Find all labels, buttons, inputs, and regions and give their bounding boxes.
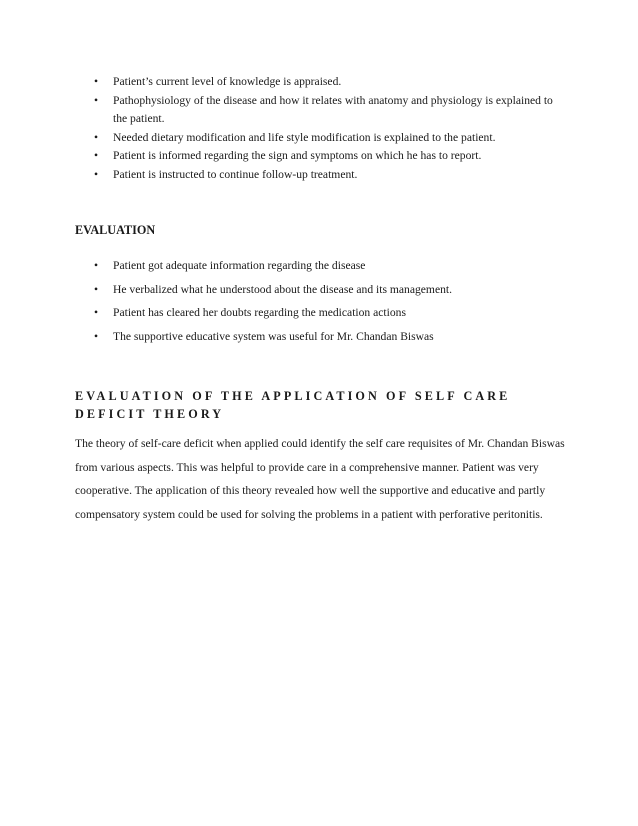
- nursing-intervention-list: [94, 73, 564, 184]
- list-item: • Patient has cleared her doubts regarding the medication actions: [94, 301, 564, 325]
- list-item: • Patient is instructed to continue follow-up treatment.: [94, 166, 564, 185]
- list-item: • Needed dietary modification and life style modification is explained to the patient.: [94, 129, 564, 148]
- evaluation-list: [94, 254, 564, 348]
- list-item: • Pathophysiology of the disease and how it relates with anatomy and physiology is explained to the patient.: [94, 92, 564, 129]
- list-item: • He verbalized what he understood about the disease and its management.: [94, 278, 564, 302]
- theory-evaluation-paragraph: The theory of self-care deficit when applied could identify the self care requisites of Mr. Chandan Biswas from various aspects. This was helpful to provide care in a comprehensive manner. Patient was very cooperative. The application of this theory revealed how well the supportive and educative and partly compensatory system could be used for solving the problems in a patient with perforative peritonitis.: [75, 437, 565, 521]
- list-item: • Patient got adequate information regarding the disease: [94, 254, 564, 278]
- theory-evaluation-heading: EVALUATION OF THE APPLICATION OF SELF CARE DEFICIT THEORY: [75, 389, 511, 421]
- list-item: • Patient is informed regarding the sign and symptoms on which he has to report.: [94, 147, 564, 166]
- list-item: • The supportive educative system was useful for Mr. Chandan Biswas: [94, 325, 564, 349]
- evaluation-heading: EVALUATION: [75, 223, 156, 237]
- list-item: • Patient’s current level of knowledge is appraised.: [94, 73, 564, 92]
